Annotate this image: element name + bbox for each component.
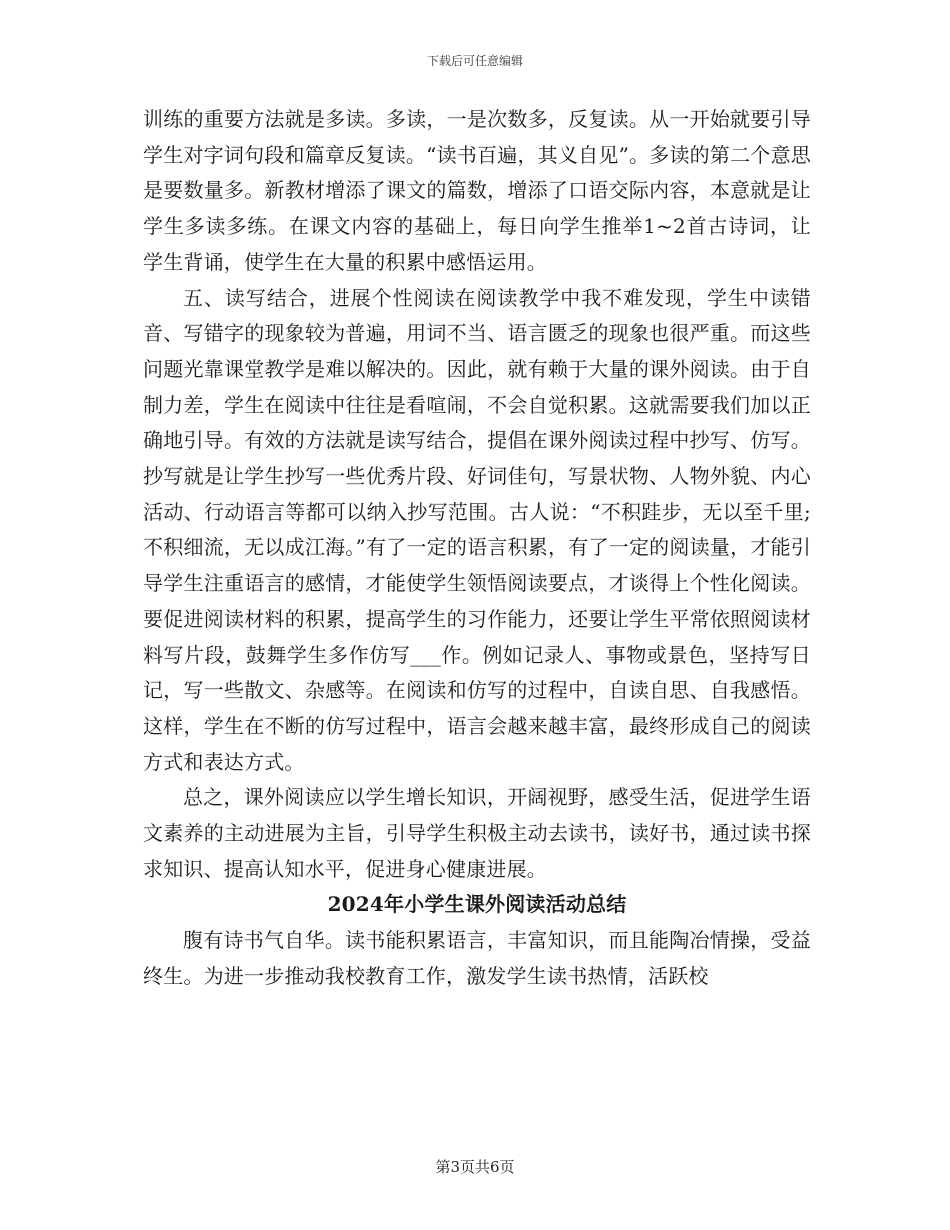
section-title: 2024年小学生课外阅读活动总结 <box>327 892 627 917</box>
paragraph-summary: 总之，课外阅读应以学生增长知识，开阔视野，感受生活，促进学生语文素养的主动进展为主旨，引导学生积极主动去读书，读好书，通过读书探求知识、提高认知水平，促进身心健康进展。 <box>143 785 811 881</box>
paragraph-reading-writing: 五、读写结合，进展个性阅读在阅读教学中我不难发现，学生中读错音、写错字的现象较为普遍，用词不当、语言匮乏的现象也很严重。而这些问题光靠课堂教学是难以解决的。因此，就有赖于大量的课外阅读。由于自制力差，学生在阅读中往往是看喧闹，不会自觉积累。这就需要我们加以正确地引导。有效的方法就是读写结合，提倡在课外阅读过程中抄写、仿写。抄写就是让学生抄写一些优秀片段、好词佳句，写景状物、人物外貌、内心活动、行动语言等都可以纳入抄写范围。古人说：“不积跬步，无以至千里;不积细流，无以成江海。”有了一定的语言积累，有了一定的阅读量，才能引导学生注重语言的感情，才能使学生领悟阅读要点，才谈得上个性化阅读。要促进阅读材料的积累，提高学生的习作能力，还要让学生平常依照阅读材料写片段，鼓舞学生多作仿写___作。例如记录人、事物或景色，坚持写日记，写一些散文、杂感等。在阅读和仿写的过程中，自读自思、自我感悟。这样，学生在不断的仿写过程中，语言会越来越丰富，最终形成自己的阅读方式和表达方式。 <box>143 285 811 774</box>
paragraph-continued: 训练的重要方法就是多读。多读，一是次数多，反复读。从一开始就要引导学生对字词句段和篇章反复读。“读书百遍，其义自见”。多读的第二个意思是要数量多。新教材增添了课文的篇数，增添了口语交际内容，本意就是让学生多读多练。在课文内容的基础上，每日向学生推举1~2首古诗词，让学生背诵，使学生在大量的积累中感悟运用。 <box>143 107 811 274</box>
paragraph-intro: 腹有诗书气自华。读书能积累语言，丰富知识，而且能陶冶情操，受益终生。为进一步推动我校教育工作，激发学生读书热情，活跃校 <box>143 928 811 988</box>
page-number: 第3页共6页 <box>435 1158 515 1176</box>
page-header: 下载后可任意编辑 <box>426 54 523 68</box>
document-body <box>143 102 811 995</box>
